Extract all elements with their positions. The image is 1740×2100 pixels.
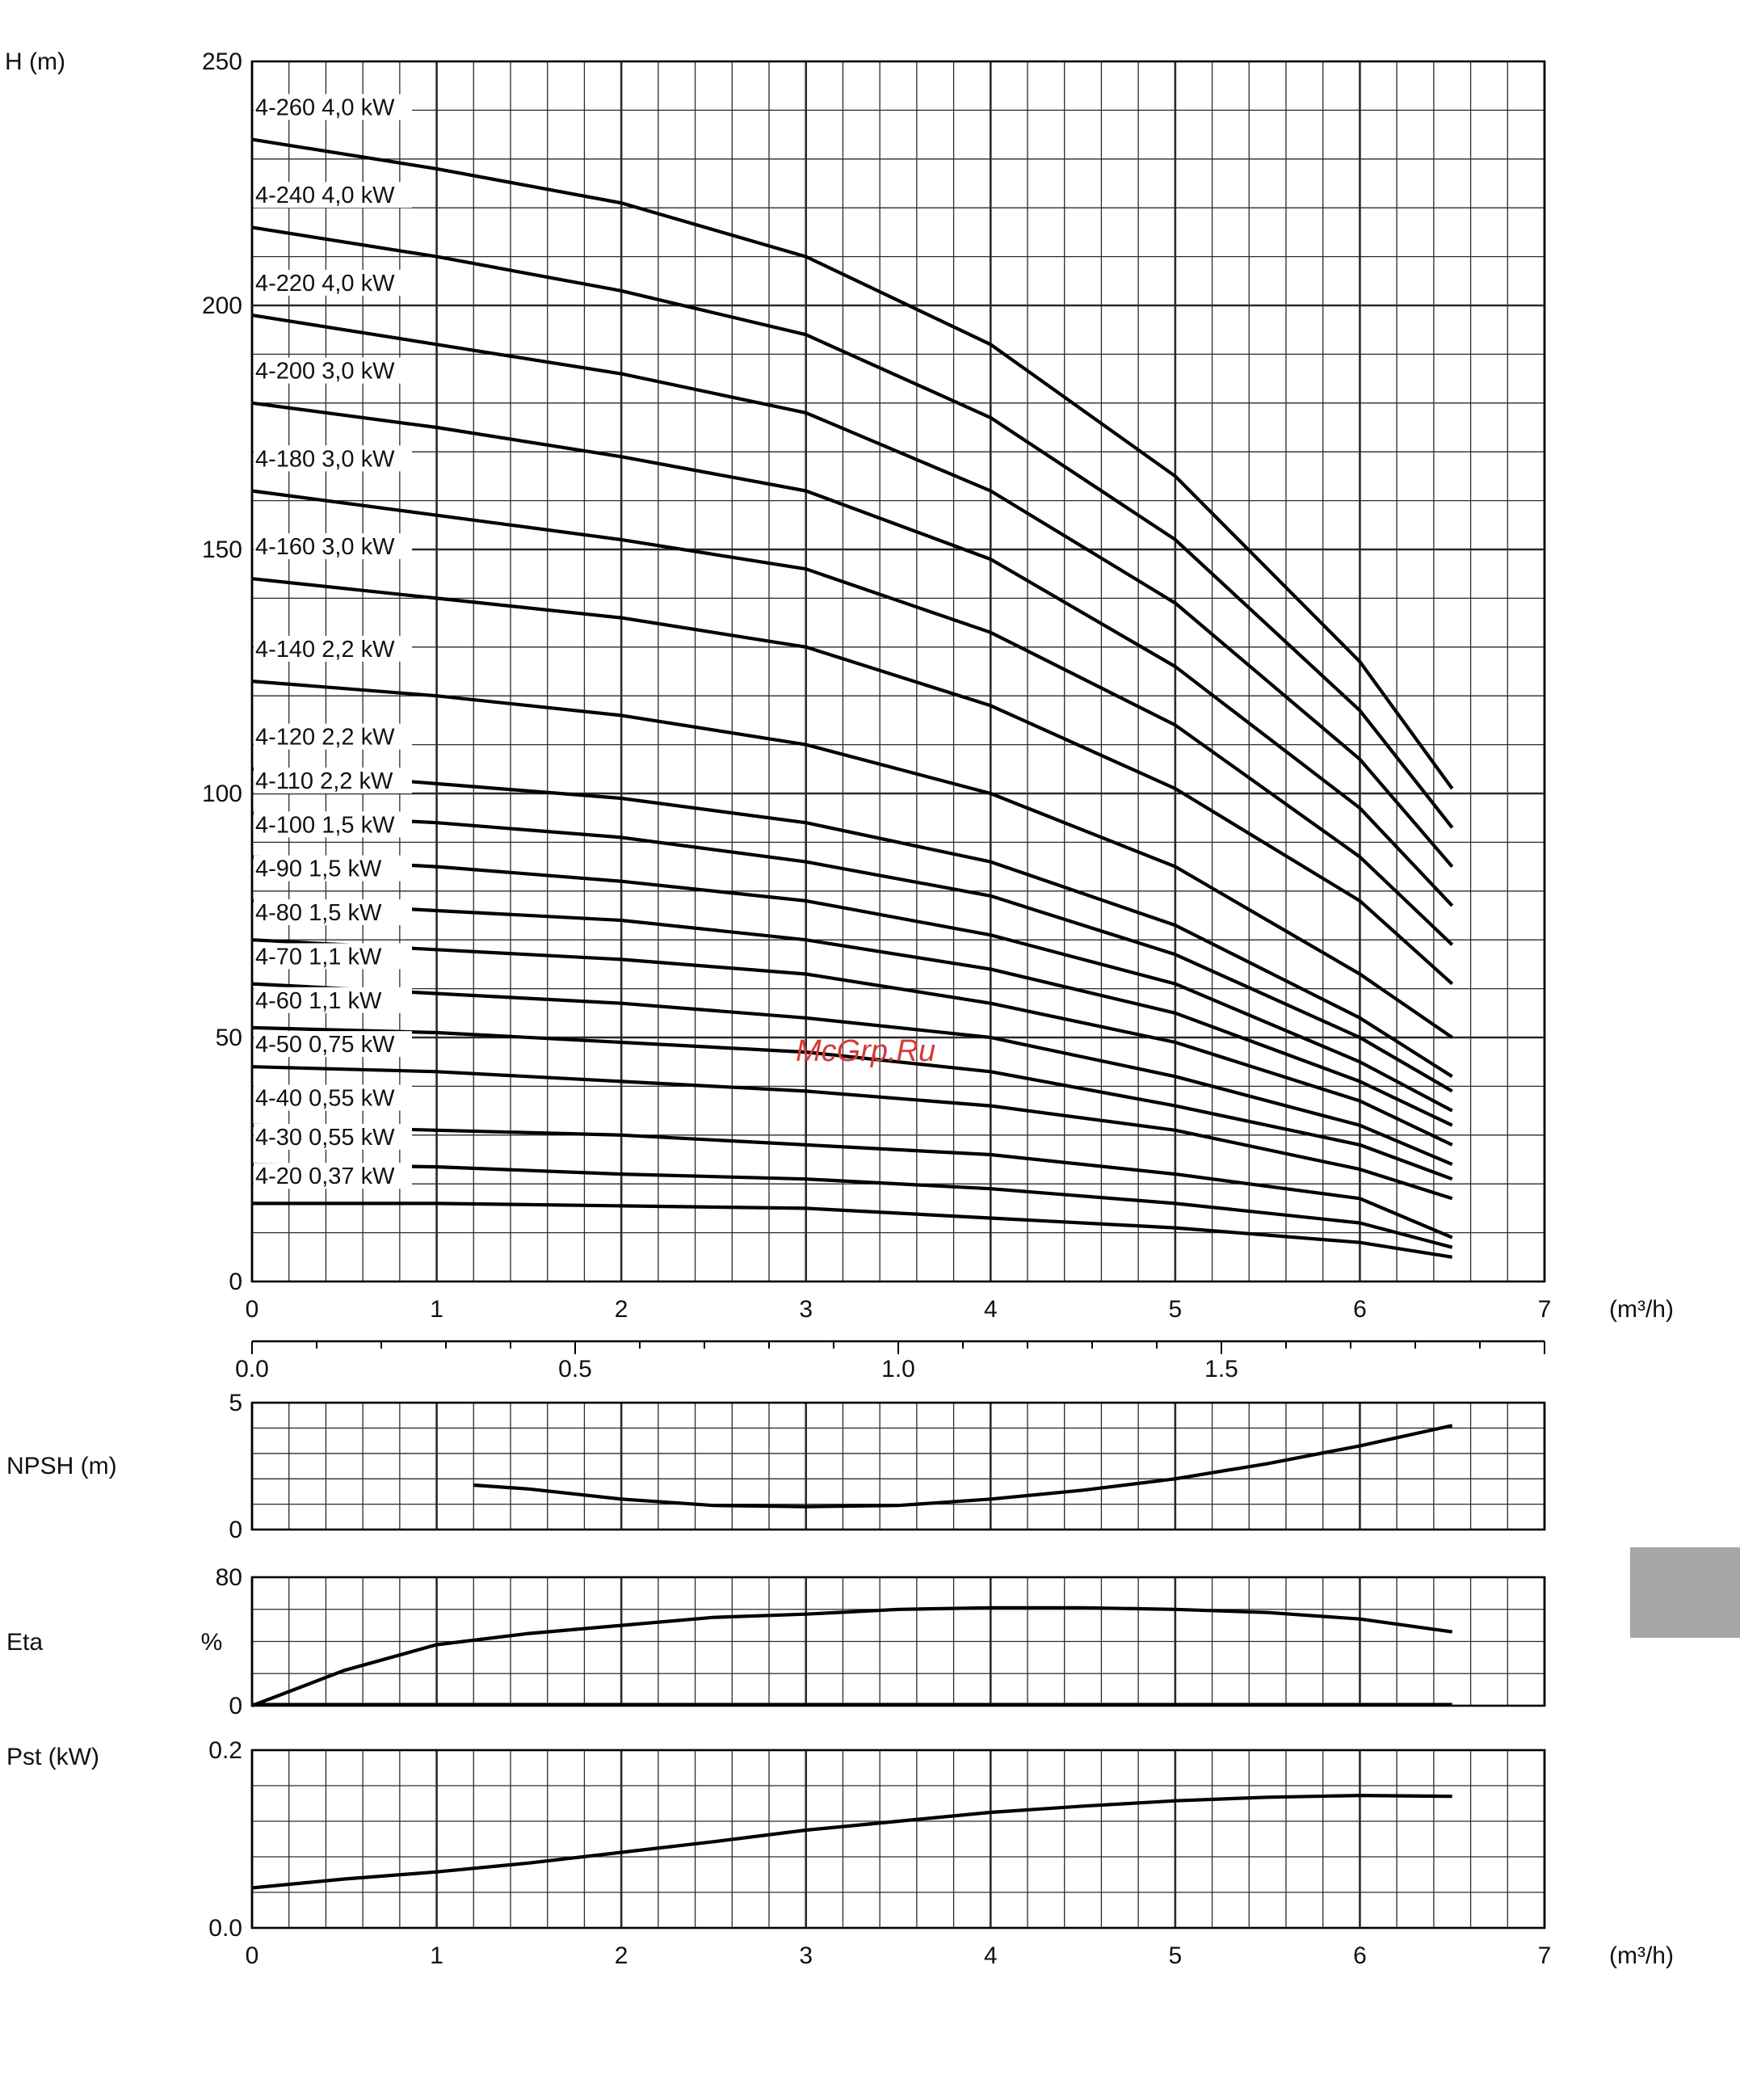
secondary-scale-tick-label: 0.5 (558, 1356, 592, 1382)
curve-label: 4-240 4,0 kW (255, 183, 395, 209)
curve-label: 4-20 0,37 kW (255, 1164, 395, 1190)
npsh-frame (252, 1403, 1545, 1530)
head-x-tick-label: 2 (614, 1296, 628, 1323)
curve-label: 4-70 1,1 kW (255, 944, 382, 970)
secondary-scale-tick-label: 1.0 (881, 1356, 915, 1382)
curve-label: 4-140 2,2 kW (255, 636, 395, 663)
pst-y-tick-label: 0.2 (208, 1737, 242, 1764)
head-x-tick-label: 1 (430, 1296, 443, 1323)
head-x-tick-label: 0 (245, 1296, 259, 1323)
pst-x-tick-label: 5 (1168, 1942, 1183, 1969)
head-curve (252, 140, 1452, 789)
curve-label: 4-220 4,0 kW (255, 270, 395, 297)
watermark: McGrp.Ru (796, 1034, 936, 1068)
curve-label: 4-90 1,5 kW (255, 856, 382, 882)
pst-x-tick-label: 3 (799, 1942, 813, 1969)
secondary-scale-tick-label: 0.0 (235, 1356, 269, 1382)
secondary-scale-tick-label: 1.5 (1204, 1356, 1238, 1382)
head-y-tick-label: 150 (201, 537, 242, 563)
head-curve (252, 403, 1452, 906)
head-curve (252, 1203, 1452, 1256)
curve-label: 4-200 3,0 kW (255, 358, 395, 385)
pst-y-tick-label: 0.0 (208, 1915, 242, 1942)
head-y-tick-label: 0 (229, 1269, 242, 1295)
head-y-tick-label: 250 (201, 48, 242, 75)
head-x-tick-label: 5 (1168, 1296, 1183, 1323)
head-curve (252, 491, 1452, 945)
head-x-tick-label: 6 (1353, 1296, 1367, 1323)
curve-label: 4-50 0,75 kW (255, 1032, 395, 1058)
curve-label: 4-100 1,5 kW (255, 812, 395, 839)
head-curve (252, 901, 1452, 1126)
head-y-tick-label: 100 (201, 781, 242, 807)
pst-curve (252, 1795, 1452, 1887)
curve-label: 4-110 2,2 kW (255, 768, 393, 794)
pst-x-tick-label: 6 (1353, 1942, 1367, 1969)
pst-x-tick-label: 0 (245, 1942, 259, 1969)
pst-frame (252, 1750, 1545, 1928)
eta-curve (252, 1608, 1452, 1706)
curve-label: 4-260 4,0 kW (255, 95, 395, 121)
curve-label: 4-120 2,2 kW (255, 724, 395, 751)
curve-label: 4-180 3,0 kW (255, 446, 395, 473)
head-x-tick-label: 7 (1537, 1296, 1552, 1323)
head-curve (252, 227, 1452, 827)
npsh-axis-title: NPSH (m) (6, 1453, 117, 1479)
npsh-y-tick-label: 5 (229, 1390, 242, 1416)
curve-label: 4-40 0,55 kW (255, 1085, 395, 1112)
pst-x-tick-label: 2 (614, 1942, 628, 1969)
head-axis-title: H (m) (5, 48, 65, 75)
head-curve (252, 681, 1452, 1037)
pst-axis-title: Pst (kW) (6, 1744, 99, 1770)
pst-x-tick-label: 1 (430, 1942, 443, 1969)
npsh-y-tick-label: 0 (229, 1517, 242, 1543)
side-tab-marker (1630, 1547, 1740, 1638)
curve-label: 4-160 3,0 kW (255, 534, 395, 561)
head-x-tick-label: 3 (799, 1296, 813, 1323)
curve-label: 4-60 1,1 kW (255, 987, 382, 1014)
curve-label: 4-30 0,55 kW (255, 1124, 395, 1151)
head-x-tick-label: 4 (983, 1296, 998, 1323)
curve-label: 4-80 1,5 kW (255, 900, 382, 927)
pst-x-tick-label: 7 (1537, 1942, 1552, 1969)
head-y-tick-label: 200 (201, 292, 242, 319)
text-layer (5, 48, 1674, 1969)
pst-x-axis-unit: (m³/h) (1609, 1942, 1674, 1969)
curve-layer (252, 94, 1452, 1887)
pst-x-tick-label: 4 (983, 1942, 998, 1969)
head-x-axis-unit: (m³/h) (1609, 1296, 1674, 1323)
eta-y-tick-label: 0 (229, 1693, 242, 1719)
eta-y-tick-label: 80 (215, 1564, 242, 1591)
eta-axis-title: Eta (6, 1629, 44, 1656)
eta-unit-label: % (200, 1629, 223, 1656)
head-y-tick-label: 50 (215, 1025, 242, 1051)
